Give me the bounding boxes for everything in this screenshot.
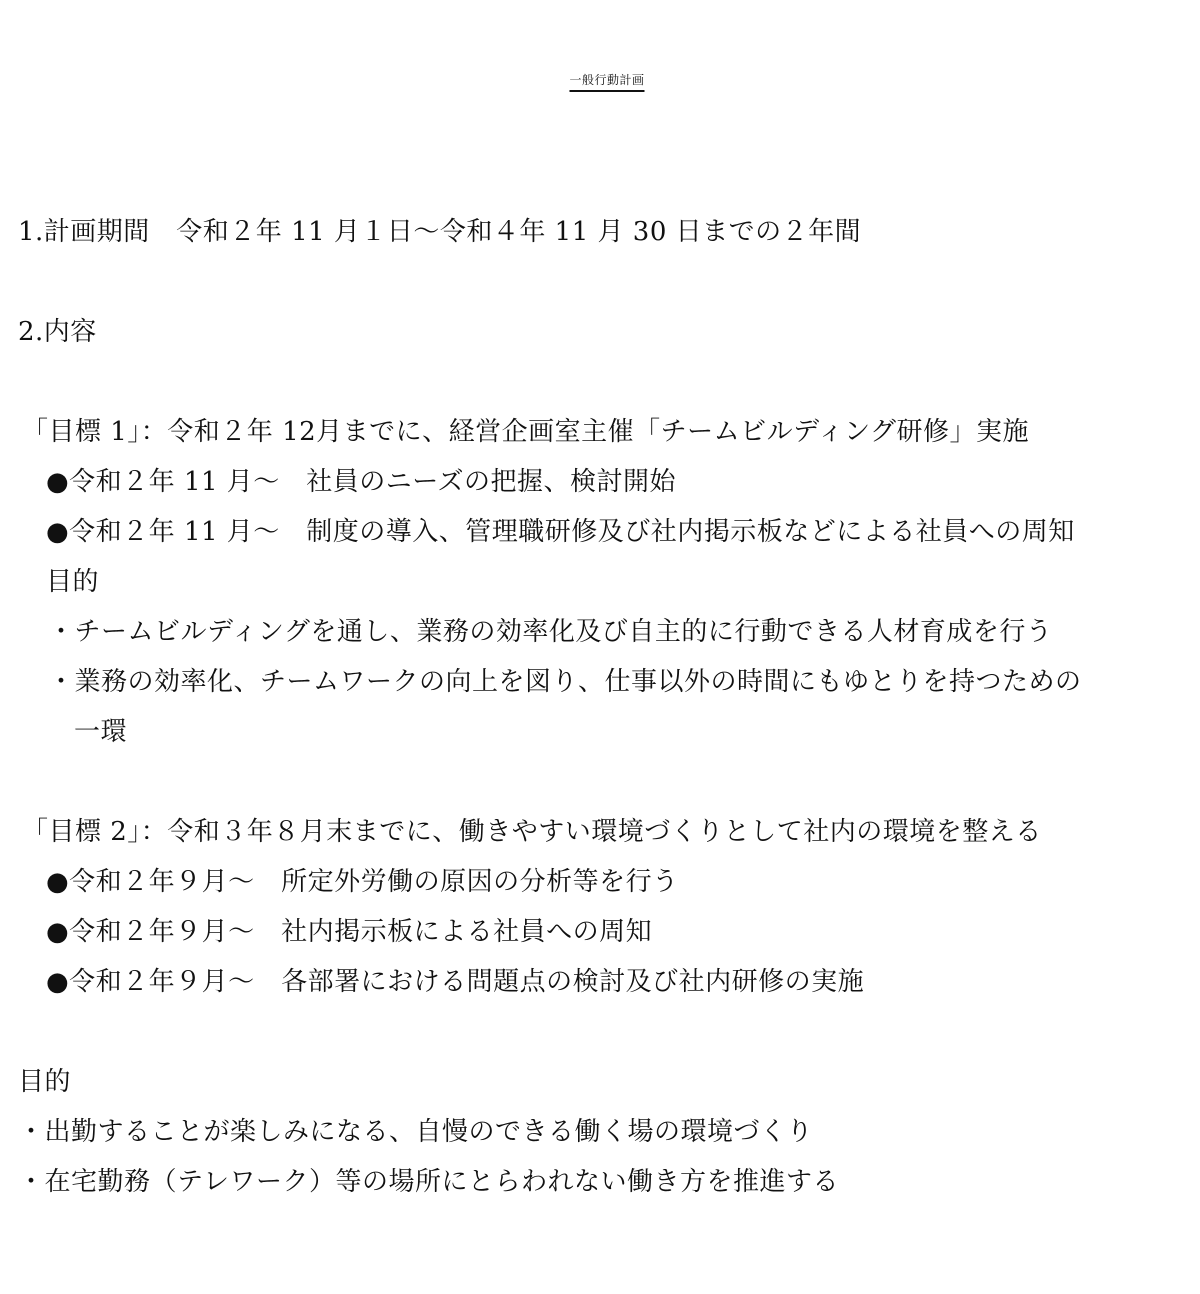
purpose2-item: ・在宅勤務（テレワーク）等の場所にとらわれない働き方を推進する: [18, 1167, 839, 1197]
document-title-text: 一般行動計画: [569, 73, 645, 87]
plan-period: 1.計画期間 令和２年 11 月１日～令和４年 11 月 30 日までの２年間: [18, 217, 862, 247]
purpose2-item: ・出勤することが楽しみになる、自慢のできる働く場の環境づくり: [18, 1117, 814, 1147]
goal1-heading: 「目標 1」：令和２年 12月までに、経営企画室主催「チームビルディング研修」実施: [22, 417, 1030, 447]
content-heading: 2.内容: [18, 317, 97, 347]
goal2-heading: 「目標 2」：令和３年８月末までに、働きやすい環境づくりとして社内の環境を整える: [22, 817, 1042, 847]
purpose2-label: 目的: [18, 1067, 72, 1097]
goal2-item: ●令和２年９月～ 社内掲示板による社員への周知: [46, 917, 653, 947]
goal1-purpose-item: ・チームビルディングを通し、業務の効率化及び自主的に行動できる人材育成を行う: [48, 617, 1053, 647]
goal1-item: ●令和２年 11 月～ 制度の導入、管理職研修及び社内掲示板などによる社員への周知: [46, 517, 1075, 547]
goal2-item: ●令和２年９月～ 各部署における問題点の検討及び社内研修の実施: [46, 967, 865, 997]
goal1-purpose-continuation: 一環: [74, 717, 128, 747]
document-title: [0, 64, 1200, 96]
goal1-item: ●令和２年 11 月～ 社員のニーズの把握、検討開始: [46, 467, 677, 497]
goal1-purpose-item: ・業務の効率化、チームワークの向上を図り、仕事以外の時間にもゆとりを持つための: [48, 667, 1082, 697]
goal1-purpose-label: 目的: [46, 567, 100, 597]
goal2-item: ●令和２年９月～ 所定外労働の原因の分析等を行う: [46, 867, 679, 897]
